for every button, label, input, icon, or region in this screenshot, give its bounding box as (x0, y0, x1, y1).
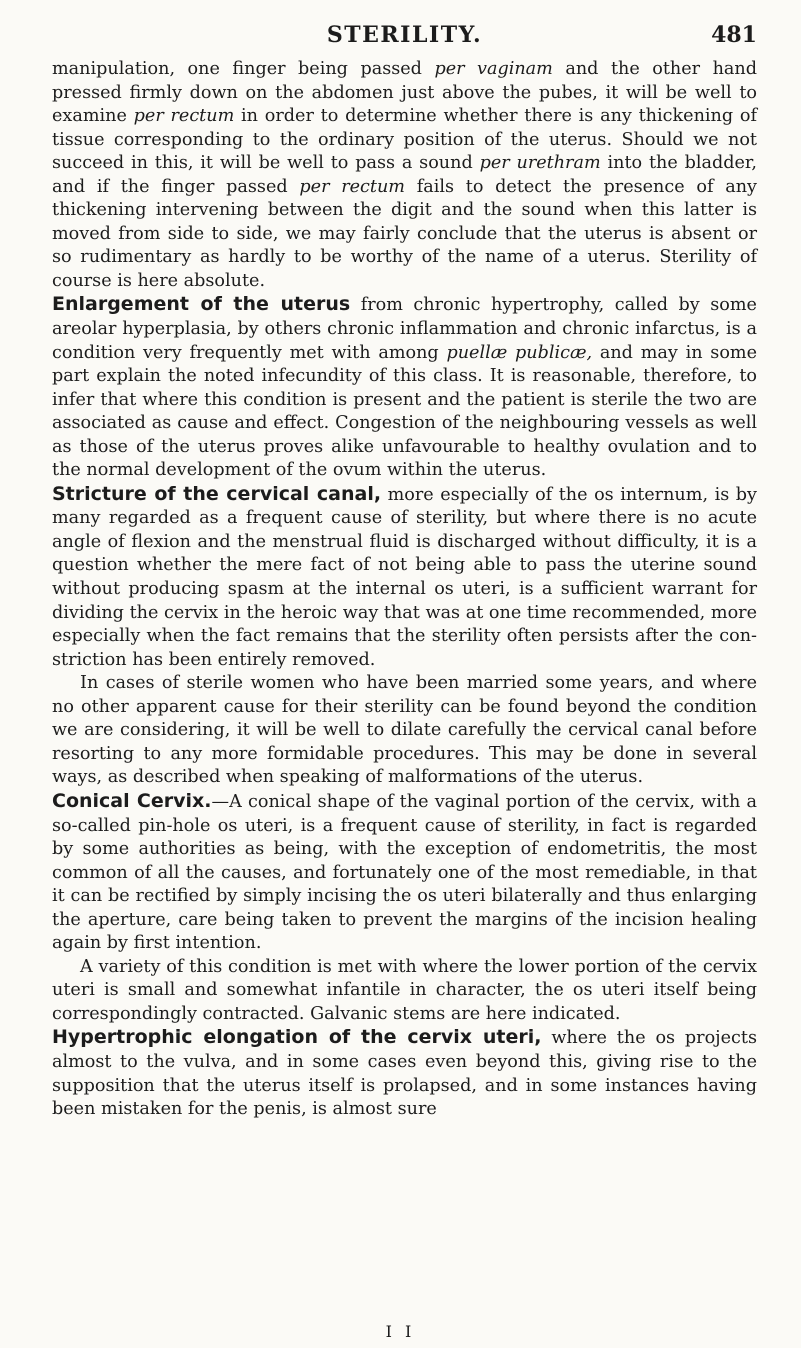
body-text (52, 58, 757, 1122)
paragraph (52, 672, 757, 790)
paragraph-text: —A conical shape of the vaginal portion of the cervix, with a so-called pin-hole os uteri, is a frequent cause of sterility, in fact is regarded by some authorities as being, with the exception of endometritis, the most common of all the causes, and fortunately one of the most remediable, in that it can be rectified by simply incising the os uteri bilaterally and thus enlarging the aperture, care being taken to prevent the margins of the incision healing again by first intention. (52, 791, 757, 954)
paragraph (52, 483, 757, 672)
paragraph (52, 58, 757, 293)
paragraph-text: into the bladder, and if the finger passed (52, 153, 757, 197)
latin-term: per vaginam (434, 59, 553, 79)
latin-term: per rectum (133, 106, 235, 127)
paragraph-text: more especially of the os internum, is by many regarded as a frequent cause of sterility, but where there is no acute angle of flexion and the menstrual fluid is discharged without difficulty, it is a question whether the mere fact of not being able to pass the uterine sound without producing spasm at the internal os uteri, is a sufficient warrant for dividing the cervix in the heroic way that was at one time recommended, more especially when the fact remains that the sterility often persists after the con-striction has been entirely removed. (52, 484, 757, 670)
section-heading: Hypertrophic elongation of the cervix uteri, (52, 1026, 542, 1049)
paragraph-text: A variety of this condition is met with where the lower portion of the cervix uteri is small and somewhat infantile in character, the os uteri itself being correspondingly contracted. Galvanic stems are here indicated. (52, 956, 757, 1024)
paragraph-text: manipulation, one finger being passed (52, 59, 435, 79)
paragraph-text: and may in some part explain the noted infecundity of this class. It is reasonable, therefore, to infer that where this condition is present and the patient is sterile the two are associated as cause and effect. Congestion of the neighbouring vessels as well as those of the uterus proves alike unfavourable to healthy ovulation and to the normal development of the ovum within the uterus. (52, 342, 758, 481)
paragraph-text: and the other hand pressed firmly down on the abdomen just above the pubes, it will be well to examine (52, 59, 757, 127)
page-number: 481 (711, 22, 757, 48)
paragraph-text: fails to detect the presence of any thickening intervening between the digit and the sound when this latter is moved from side to side, we may fairly conclude that the uterus is absent or so rudimentary as hardly to be worthy of the name of a uterus. Sterility of course is here absolute. (52, 176, 758, 291)
section-heading: Stricture of the cervical canal, (52, 482, 382, 505)
signature-mark: I I (385, 1322, 416, 1341)
latin-term: per rectum (299, 176, 405, 197)
page-header (52, 0, 757, 58)
paragraph-text: in order to determine whether there is any thickening of tissue corresponding to the ordinary position of the uterus. Should we not succeed in this, it will be well to pass a sound (52, 106, 757, 174)
running-title: STERILITY. (326, 22, 483, 48)
paragraph-text: from chronic hypertrophy, called by some areolar hyperplasia, by others chronic inflammation and chronic infarctus, is a condition very frequently met with among (52, 295, 757, 363)
paragraph-text: In cases of sterile women who have been married some years, and where no other apparent cause for their sterility can be found beyond the condition we are considering, it will be well to dilate carefully the cervical canal before resorting to any more formidable procedures. This may be done in several ways, as described when speaking of malformations of the uterus. (52, 673, 757, 788)
section-heading: Conical Cervix. (52, 789, 212, 812)
latin-term: puellæ publicæ, (446, 342, 593, 363)
paragraph-text: where the os projects almost to the vulva, and in some cases even beyond this, giving rise to the supposition that the uterus itself is prolapsed, and in some instances having been mistaken for the penis, is almost sure (52, 1028, 757, 1120)
section-heading: Enlargement of the uterus (52, 293, 351, 316)
paragraph (52, 1026, 757, 1121)
paragraph (52, 293, 757, 482)
paragraph (52, 790, 757, 956)
paragraph (52, 956, 757, 1027)
latin-term: per urethram (479, 153, 601, 174)
